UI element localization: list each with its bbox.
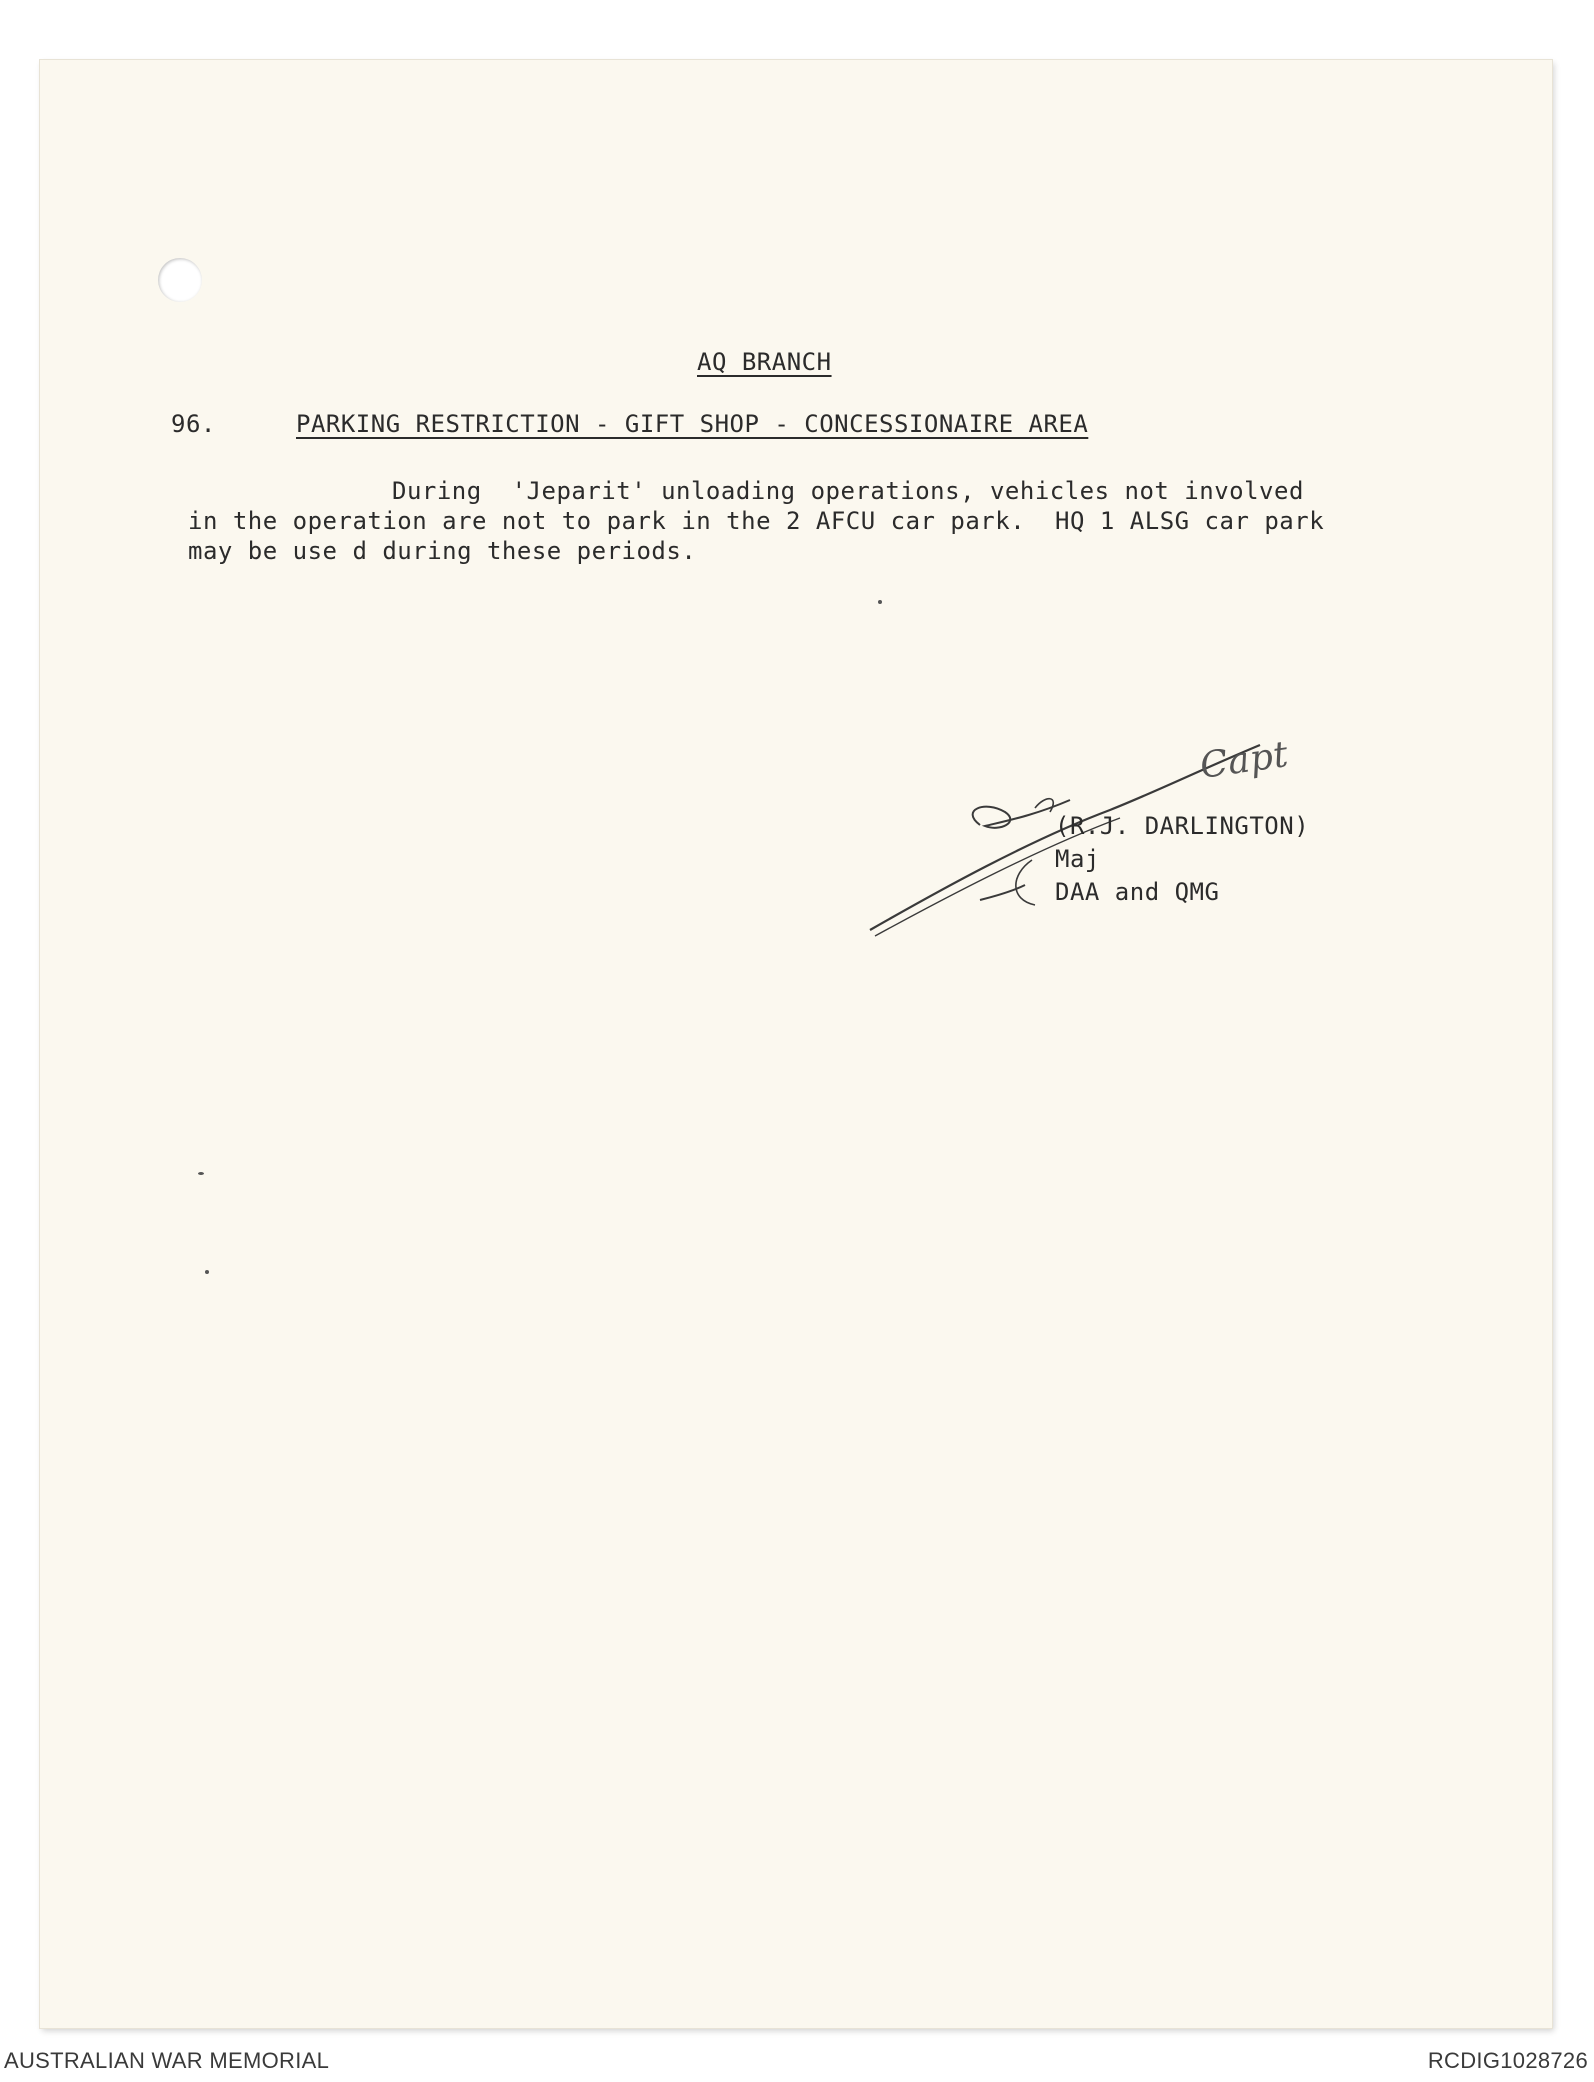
body-line-2: in the operation are not to park in the 2 AFCU car park. HQ 1 ALSG car park xyxy=(188,507,1325,535)
paper-speck xyxy=(878,600,882,604)
paper-speck xyxy=(205,1270,209,1274)
punch-hole xyxy=(158,258,202,302)
signatory-name: (R.J. DARLINGTON) xyxy=(1055,812,1310,840)
handwritten-annotation: Capt xyxy=(1197,734,1291,787)
body-line-3: may be use d during these periods. xyxy=(188,537,697,565)
footer-identifier: RCDIG1028726 xyxy=(1427,2048,1588,2073)
signatory-rank: Maj xyxy=(1055,845,1100,873)
body-line-1: During 'Jeparit' unloading operations, vehicles not involved xyxy=(392,477,1304,505)
footer-institution: AUSTRALIAN WAR MEMORIAL xyxy=(4,2048,330,2073)
signatory-appointment: DAA and QMG xyxy=(1055,878,1220,906)
paragraph-number: 96. xyxy=(171,410,216,438)
section-heading: AQ BRANCH xyxy=(697,348,832,376)
paper-speck xyxy=(198,1172,204,1175)
paragraph-title: PARKING RESTRICTION - GIFT SHOP - CONCESSIONAIRE AREA xyxy=(296,410,1089,438)
